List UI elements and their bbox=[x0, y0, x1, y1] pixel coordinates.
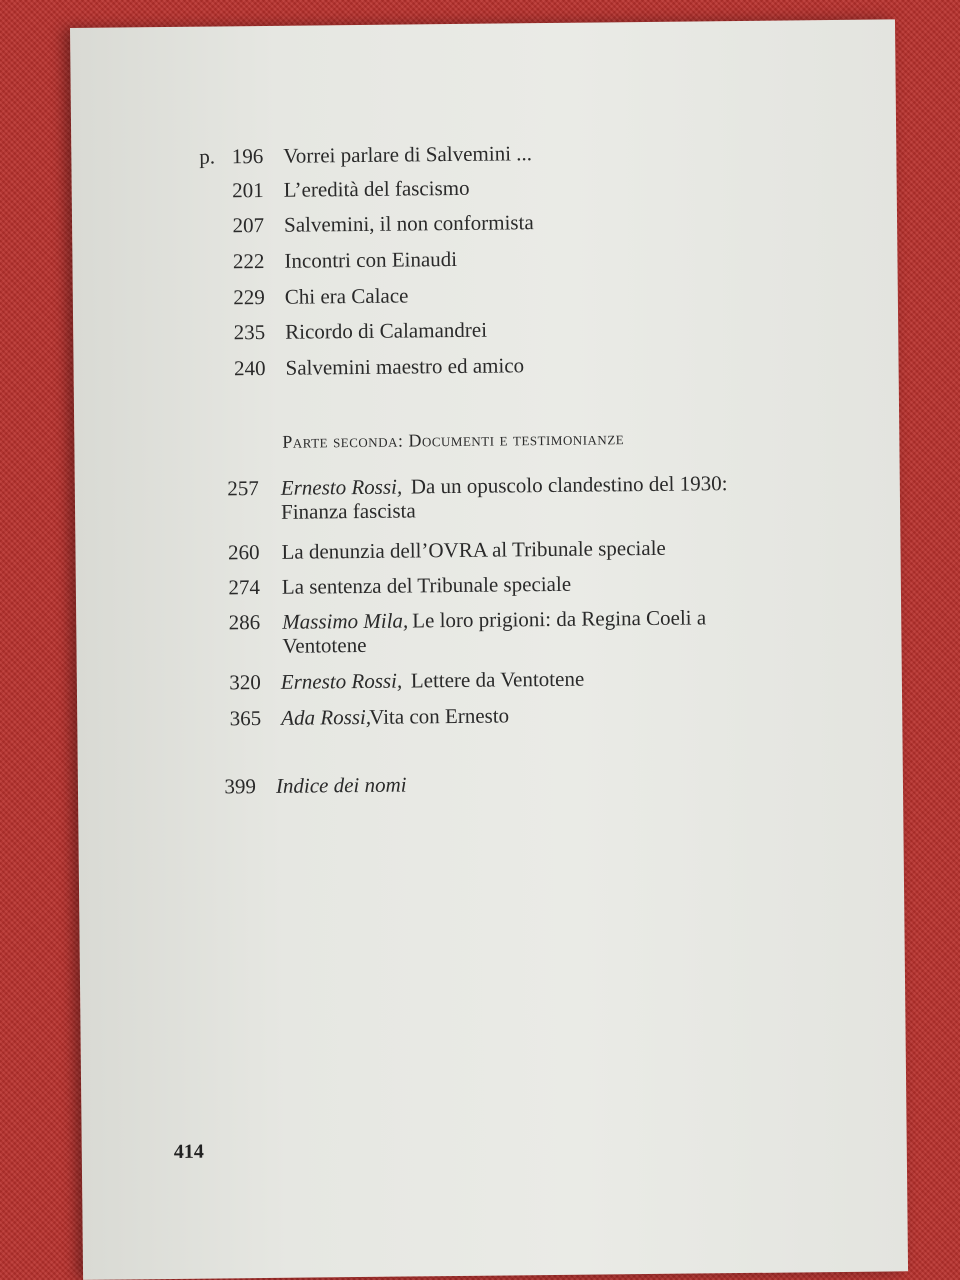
toc-entry bbox=[200, 243, 800, 274]
entry-title: L’eredità del fascismo bbox=[283, 175, 470, 202]
entry-author: Ada Rossi, bbox=[281, 704, 372, 730]
page-number: 260 bbox=[227, 540, 260, 565]
toc-entry bbox=[199, 470, 839, 527]
table-of-contents bbox=[70, 19, 908, 1280]
page-number: 399 bbox=[224, 774, 257, 799]
entry-title: Salvemini, il non conformista bbox=[283, 210, 534, 237]
toc-entry bbox=[200, 569, 840, 600]
toc-entry bbox=[200, 207, 800, 238]
toc-entry bbox=[199, 138, 799, 169]
entry-author: Ernesto Rossi, bbox=[280, 474, 403, 500]
entry-title: Indice dei nomi bbox=[275, 772, 407, 798]
page-number: 286 bbox=[228, 610, 261, 635]
page-folio: 414 bbox=[173, 1140, 204, 1163]
entry-title: Vorrei parlare di Salvemini ... bbox=[283, 141, 533, 168]
page-number: 201 bbox=[232, 177, 264, 203]
entry-title: Salvemini maestro ed amico bbox=[285, 353, 525, 380]
page-number: 257 bbox=[227, 476, 259, 501]
entry-title-continued: Ventotene bbox=[282, 632, 367, 658]
entry-title: La denunzia dell’OVRA al Tribunale speciale bbox=[281, 535, 666, 564]
entry-title: La sentenza del Tribunale speciale bbox=[281, 571, 572, 599]
page-number: 240 bbox=[233, 355, 266, 381]
entry-title: Lettere da Ventotene bbox=[410, 666, 585, 693]
entry-title: Ricordo di Calamandrei bbox=[285, 317, 488, 344]
entry-title: Le loro prigioni: da Regina Coeli a bbox=[412, 605, 707, 633]
page-number: 320 bbox=[229, 670, 261, 695]
toc-entry bbox=[201, 700, 841, 731]
toc-entry bbox=[201, 314, 801, 345]
toc-entry bbox=[200, 604, 860, 661]
entry-author: Ernesto Rossi, bbox=[280, 668, 403, 694]
page-number: 274 bbox=[228, 575, 260, 600]
entry-title: Chi era Calace bbox=[284, 283, 409, 309]
book-page bbox=[70, 19, 908, 1280]
toc-entry-index bbox=[196, 768, 836, 799]
entry-title: Incontri con Einaudi bbox=[284, 246, 458, 273]
entry-author: Massimo Mila, bbox=[282, 608, 409, 634]
page-number: 365 bbox=[229, 706, 262, 731]
entry-title: Vita con Ernesto bbox=[369, 703, 510, 729]
toc-entry bbox=[201, 664, 841, 695]
entry-title-continued: Finanza fascista bbox=[280, 498, 416, 524]
toc-entry bbox=[201, 350, 801, 381]
section-heading: Parte seconda: Documenti e testimonianze bbox=[282, 428, 625, 452]
entry-title: Da un opuscolo clandestino del 1930: bbox=[410, 471, 728, 499]
toc-entry bbox=[199, 534, 839, 565]
toc-entry bbox=[201, 279, 801, 310]
page-number: 235 bbox=[233, 319, 266, 345]
page-number: 222 bbox=[232, 248, 265, 274]
page-prefix: p. bbox=[199, 144, 216, 169]
page-number: 207 bbox=[232, 212, 265, 238]
page-number: 229 bbox=[233, 284, 265, 310]
page-number: 196 bbox=[231, 143, 264, 169]
toc-entry bbox=[200, 172, 800, 203]
